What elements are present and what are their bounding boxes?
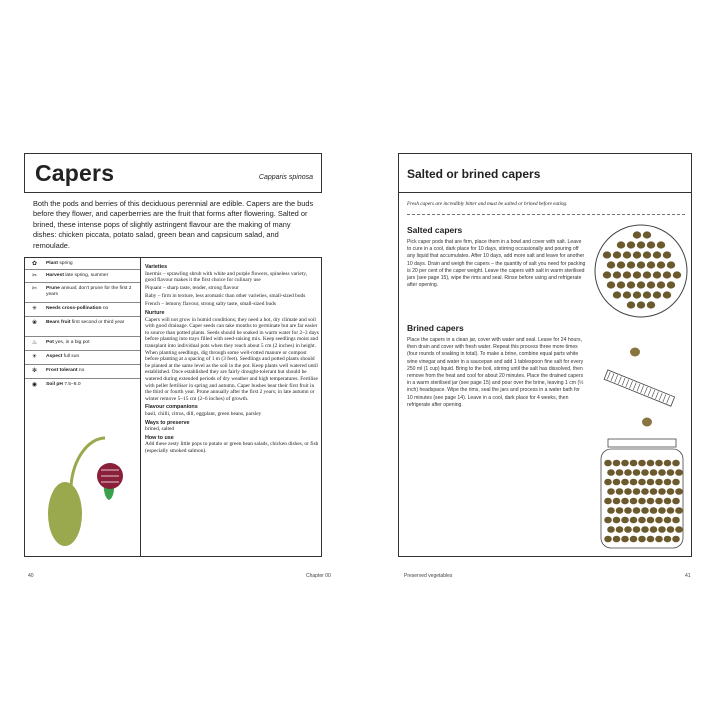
caper [613, 291, 621, 298]
caper [657, 261, 665, 268]
caper [607, 526, 615, 533]
caper [675, 526, 683, 533]
caper [655, 517, 663, 524]
attr-label: Prune [46, 286, 60, 291]
caper [672, 460, 680, 467]
attr-prune [25, 283, 140, 303]
caper [623, 271, 631, 278]
caper [658, 507, 666, 514]
caper [675, 488, 683, 495]
attr-value: yes, in a big pot [55, 340, 90, 345]
caper [607, 488, 615, 495]
caper [657, 281, 665, 288]
attr-aspect [25, 351, 140, 365]
caper [638, 536, 646, 543]
caper [613, 479, 621, 486]
flavour-text: basil, chilli, citrus, dill, eggplant, green beans, parsley [145, 410, 262, 417]
caper [617, 261, 625, 268]
caper [633, 507, 641, 514]
caper [633, 291, 641, 298]
caper [623, 291, 631, 298]
attr-plant [25, 258, 140, 270]
caper [664, 536, 672, 543]
caper [641, 507, 649, 514]
caper [613, 271, 621, 278]
caper [663, 271, 671, 278]
caper [650, 488, 658, 495]
caper [633, 526, 641, 533]
attr-label: Aspect [46, 354, 63, 359]
pot-icon: ♨ [31, 340, 38, 346]
attr-harvest [25, 270, 140, 283]
caper [655, 536, 663, 543]
use-text: Add these zesty little pops to potato or green bean salads, chicken dishes, or fish (especially smoked salmon). [145, 441, 319, 454]
caper [647, 241, 655, 248]
attr-fruit [25, 317, 140, 337]
variety-item: Inermis – sprawling shrub with white and purple flowers, spineless variety, good flavour makes it the first choice for culinary use [145, 270, 307, 284]
page-title: Capers [35, 160, 115, 186]
preserve-heading: Ways to preserve [145, 419, 190, 426]
caper [627, 281, 635, 288]
caper [630, 479, 638, 486]
use-heading: How to use [145, 434, 174, 441]
caper [672, 479, 680, 486]
caper [623, 251, 631, 258]
caper [616, 469, 624, 476]
caper [667, 488, 675, 495]
caper [667, 281, 675, 288]
caper [637, 261, 645, 268]
caper [621, 517, 629, 524]
caper [613, 536, 621, 543]
caper [647, 479, 655, 486]
caper [637, 301, 645, 308]
caper [647, 281, 655, 288]
falling-caper [642, 418, 652, 427]
caper [603, 271, 611, 278]
caper [627, 241, 635, 248]
brined-text: Place the capers in a clean jar, cover with water and seal. Leave for 24 hours, then drain and cover with fresh water. Repeat this process three more times (four rounds of soaking in total). To make a brine, combine equal parts white wine vinegar and water in a saucepan and add 1 tablespoon fine salt for every 250 ml (1 cup) liquid. Bring to the boil, stirring until the salt has dissolved, then remove from the heat and cool for about 20 minutes. Place the drained capers in a warm sterilised jar (see page 15) and pour over the brine, leaving 1 cm (½ inch) headspace. Wipe the rims, seal the jars and process in a water bath for 10 minutes (see page 14). Leave in a cool, dark place for 4 weeks, then refrigerate after opening. [407, 337, 584, 408]
varieties-heading: Varieties [145, 264, 168, 270]
caper [667, 526, 675, 533]
flavour-heading: Flavour companions [145, 404, 198, 411]
attr-soil [25, 379, 140, 393]
recipe-title: Salted or brined capers [407, 167, 541, 181]
caper [664, 498, 672, 505]
caper [627, 261, 635, 268]
caper [604, 517, 612, 524]
caper [650, 469, 658, 476]
attr-value: late spring, summer [65, 273, 109, 278]
caper [613, 251, 621, 258]
sun-icon: ☀ [31, 354, 38, 360]
column-divider [140, 258, 141, 556]
variety-item: French – lemony flavour, strong salty taste, small-sized buds [145, 301, 276, 308]
variety-item: Piquant – sharp taste, tender, strong flavour [145, 285, 239, 292]
caper [658, 526, 666, 533]
caperberry-fruit [48, 482, 82, 546]
caper [653, 251, 661, 258]
caper [657, 241, 665, 248]
caper [647, 536, 655, 543]
caper [663, 291, 671, 298]
caper [641, 488, 649, 495]
caper [637, 281, 645, 288]
caper [643, 231, 651, 238]
caper [630, 460, 638, 467]
plant-icon: ✿ [31, 261, 38, 267]
nurture-text: Capers will not grow in humid conditions; they need a hot, dry climate and soil with good drainage. Caper seeds can take months to germinate but are far easier to source than potted plants. Seeds should be soaked in warm water for 2–3 days before planting into trays filled with seed-raising mix. Keep seedlings moist and transplant into individual pots when they reach about 5 cm (2 inches) in height. When planting seedlings, dig through some well-rotted manure or compost before planting at a spacing of 1 m (3 feet). Seedlings and potted plants should be planted at the same level as the soil in the pot. Keep plants well watered until established. Once established they are fairly drought-tolerant but should be watered during extended periods of dry weather and high temperatures. Fertilise with pellet fertiliser in spring and autumn. Caper bushes bear their first fruit in the third or fourth year. Prune annually after the first 2 years; in late autumn or winter remove 5–15 cm (2–6 inches) of growth. [145, 316, 319, 402]
title-box [24, 153, 322, 193]
preserve-text: brined, salted [145, 426, 175, 433]
caper [643, 251, 651, 258]
caper [604, 479, 612, 486]
caper [633, 251, 641, 258]
caper [637, 241, 645, 248]
caper [663, 251, 671, 258]
attr-value: no [78, 368, 85, 373]
caper [655, 479, 663, 486]
jar-icon [601, 439, 683, 548]
caper [638, 479, 646, 486]
caper [647, 498, 655, 505]
attr-value: spring [59, 261, 73, 266]
caper [664, 479, 672, 486]
attr-label: Frost tolerant [46, 368, 78, 373]
caper [617, 241, 625, 248]
caper [627, 301, 635, 308]
variety-item: Baby – firm in texture, less aromatic than other varieties, small-sized buds [145, 293, 306, 300]
attr-label: Needs cross-pollination [46, 306, 102, 311]
right-page [398, 153, 698, 557]
attr-value: full sun [63, 354, 80, 359]
frost-icon: ✻ [31, 368, 38, 374]
caper [638, 498, 646, 505]
latin-name: Capparis spinosa [258, 174, 313, 181]
caper [616, 507, 624, 514]
pollination-icon: ✳ [31, 306, 38, 312]
caper [621, 498, 629, 505]
caper [621, 479, 629, 486]
caper [633, 488, 641, 495]
capers-illustration [593, 223, 691, 553]
caper [667, 469, 675, 476]
caper [624, 469, 632, 476]
caper [672, 517, 680, 524]
caper [643, 271, 651, 278]
caper [624, 507, 632, 514]
caper [672, 498, 680, 505]
footer-left: Chapter 00 [306, 573, 331, 579]
details-column [145, 262, 319, 456]
caper [653, 271, 661, 278]
caper [655, 498, 663, 505]
attr-frost [25, 365, 140, 379]
caper [675, 507, 683, 514]
caperberry-illustration [43, 428, 133, 548]
attr-label: Plant [46, 261, 58, 266]
caper [624, 488, 632, 495]
caper [638, 460, 646, 467]
caper [630, 536, 638, 543]
caper [667, 261, 675, 268]
caper [613, 517, 621, 524]
caper [664, 517, 672, 524]
attr-label: Soil pH [46, 382, 63, 387]
caper [641, 526, 649, 533]
caper [647, 261, 655, 268]
caper [650, 526, 658, 533]
caper [641, 469, 649, 476]
fruit-icon: ❀ [31, 320, 38, 326]
attr-label: Harvest [46, 273, 64, 278]
harvest-icon: ✂ [31, 273, 38, 279]
brined-heading: Brined capers [407, 323, 464, 333]
caper [604, 498, 612, 505]
caper [643, 291, 651, 298]
caper [647, 301, 655, 308]
caper [607, 261, 615, 268]
info-grid [24, 257, 322, 557]
salted-text: Pick caper pods that are firm, place them in a bowl and cover with salt. Leave to cure in a cool, dark place for 10 days, stirring occasionally and pouring off any liquid that accumulates. After 10 days, add more salt and leave for another 10 days. Drain and weigh the capers – the quantity of salt you need for packing is 20 per cent of the caper weight. Leave the capers with salt in warm sterilised jars (see page 15), wipe the rims and seal. Rinse before using and refrigerate after opening. [407, 239, 586, 289]
caper [607, 281, 615, 288]
caper [616, 488, 624, 495]
caper [672, 536, 680, 543]
caper [655, 460, 663, 467]
salted-heading: Salted capers [407, 225, 463, 235]
recipe-note: Fresh capers are incredibly bitter and must be salted or brined before eating. [407, 201, 568, 207]
caper [607, 507, 615, 514]
jar-lid-icon [604, 370, 675, 406]
recipe-body [398, 193, 692, 557]
attr-value: 7.5–8.0 [64, 382, 81, 387]
caper [630, 517, 638, 524]
footer-right: Preserved vegetables [404, 573, 453, 579]
attr-label: Pot [46, 340, 54, 345]
caper [607, 469, 615, 476]
caper [621, 460, 629, 467]
caper [658, 488, 666, 495]
soil-icon: ◉ [31, 382, 38, 388]
caper [604, 460, 612, 467]
attr-value: annual; don't prune for the first 2 years [46, 286, 132, 297]
dashed-divider [407, 214, 685, 215]
caper [653, 291, 661, 298]
attr-pollination [25, 303, 140, 317]
caper [658, 469, 666, 476]
left-page [24, 153, 324, 557]
caper [604, 536, 612, 543]
caper [675, 469, 683, 476]
caper [673, 271, 681, 278]
caper [638, 517, 646, 524]
recipe-title-box [398, 153, 692, 193]
caper [613, 498, 621, 505]
caper [647, 460, 655, 467]
caper [650, 507, 658, 514]
caper [667, 507, 675, 514]
attr-pot [25, 337, 140, 351]
caper [630, 498, 638, 505]
prune-icon: ✄ [31, 286, 38, 292]
attr-label: Bears fruit [46, 320, 71, 325]
caper [647, 517, 655, 524]
caper [613, 460, 621, 467]
caper [603, 251, 611, 258]
intro-text: Both the pods and berries of this deciduous perennial are edible. Capers are the buds before they flower, and caperberries are the fruit that forms after flowering. Salted or brined, these intense pops of slightly astringent flavour are the making of many dishes: chicken piccata, potato salad, green bean and capsicum salad, and remoulade. [33, 199, 314, 250]
caper [621, 536, 629, 543]
caper [616, 526, 624, 533]
caper [633, 469, 641, 476]
caper [664, 460, 672, 467]
caper [633, 231, 641, 238]
nurture-heading: Nurture [145, 310, 165, 317]
page-number-right: 41 [685, 573, 691, 579]
caper [617, 281, 625, 288]
caper [624, 526, 632, 533]
attr-value: no [102, 306, 109, 311]
attr-value: first second or third year [71, 320, 125, 325]
caper [633, 271, 641, 278]
page-number-left: 40 [28, 573, 34, 579]
falling-caper [630, 348, 640, 357]
